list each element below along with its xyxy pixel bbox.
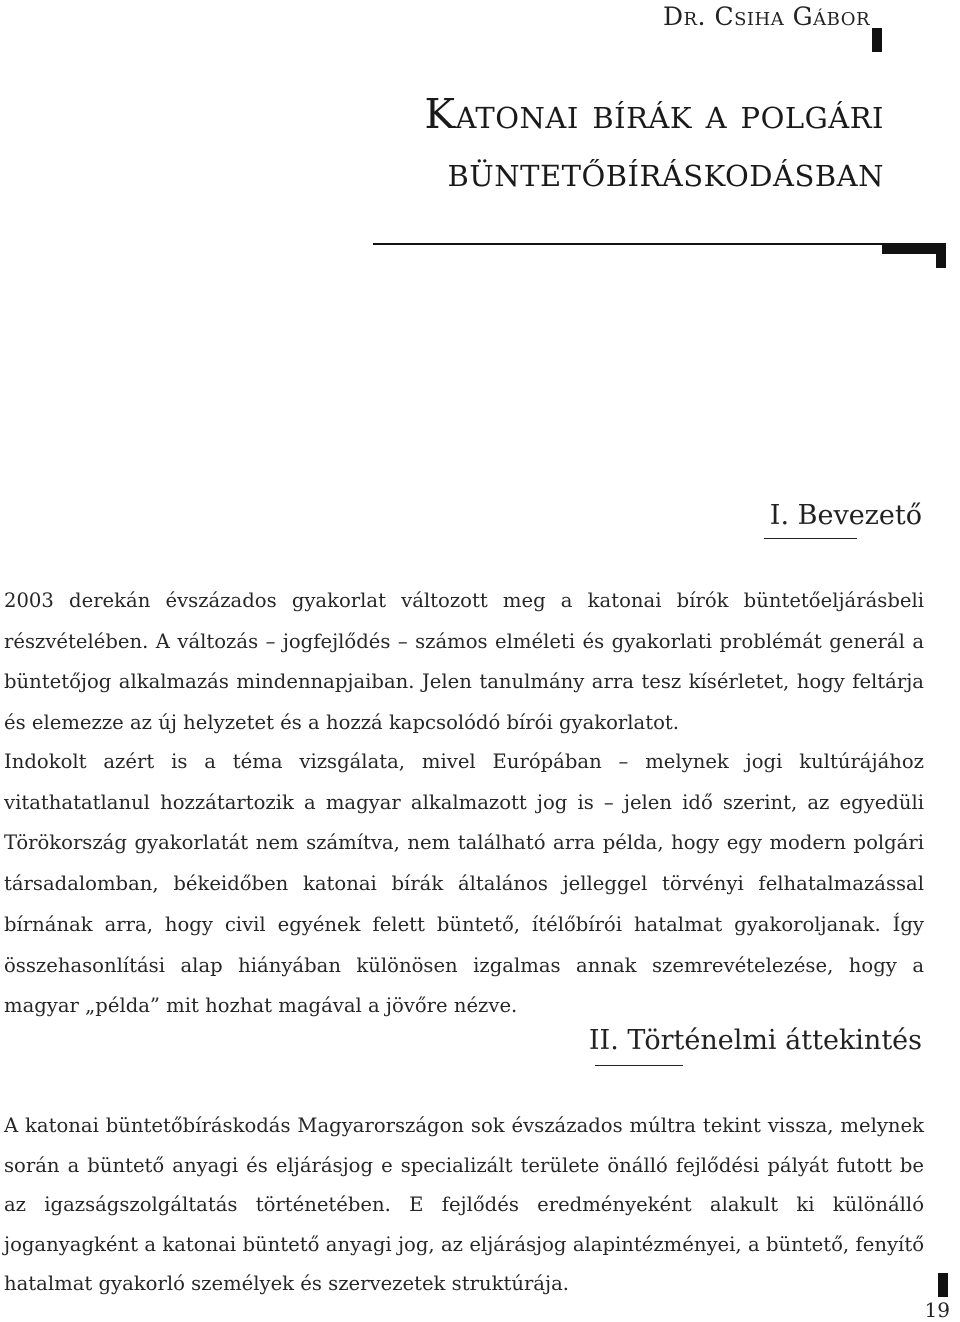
page-number: 19 bbox=[924, 1298, 950, 1322]
corner-mark bbox=[938, 1273, 948, 1297]
paragraph: A katonai büntetőbíráskodás Magyarországon sok évszázados múltra tekint vissza, melynek során a büntető anyagi és eljárásjog e specializált területe önálló fejlődési pályát futott be az igazságszolgáltatás történetében. E fejlődés eredményeként alakult ki különálló joganyagként a katonai büntető anyagi jog, az eljárásjog alapintézményei, a büntető, fenyítő hatalmat gyakorló személyek és szervezetek struktúrája. bbox=[4, 1114, 924, 1295]
title-line-1: Katonai bírák a polgári bbox=[424, 90, 884, 138]
section-heading-rule bbox=[764, 538, 857, 539]
title-corner-mark-stem bbox=[936, 244, 946, 268]
section-heading-history: II. Történelmi áttekintés bbox=[588, 1025, 922, 1056]
section-heading-rule bbox=[595, 1065, 683, 1066]
title-rule bbox=[373, 243, 946, 245]
author-name: Dr. Csiha Gábor bbox=[662, 2, 870, 31]
section-heading-introduction: I. Bevezető bbox=[769, 500, 922, 531]
paragraph: Indokolt azért is a téma vizsgálata, mivel Európában – melynek jogi kultúrájához vitathatatlanul hozzátartozik a magyar alkalmazott jog is – jelen idő szerint, az egyedüli Törökország gyakorlatát nem számítva, nem található arra példa, hogy egy modern polgári társadalomban, békeidőben katonai bírák általános jelleggel törvényi felhatalmazással bírnának arra, hogy civil egyének felett büntető, ítélőbírói hatalmat gyakoroljanak. Így összehasonlítási alap hiányában különösen izgalmas annak szemrevételezése, hogy a magyar „példa” mit hozhat magával a jövőre nézve. bbox=[4, 750, 924, 1018]
title-line-2: büntetőbíráskodásban bbox=[447, 148, 884, 196]
paragraph: 2003 derekán évszázados gyakorlat változott meg a katonai bírók büntetőeljárásbeli részvételében. A változás – jogfejlődés – számos elméleti és gyakorlati problémát generál a büntetőjog alkalmazás mindennapjaiban. Jelen tanulmány arra tesz kísérletet, hogy feltárja és elemezze az új helyzetet és a hozzá kapcsolódó bírói gyakorlatot. bbox=[4, 589, 924, 735]
corner-mark bbox=[872, 28, 882, 52]
article-title bbox=[424, 85, 884, 201]
